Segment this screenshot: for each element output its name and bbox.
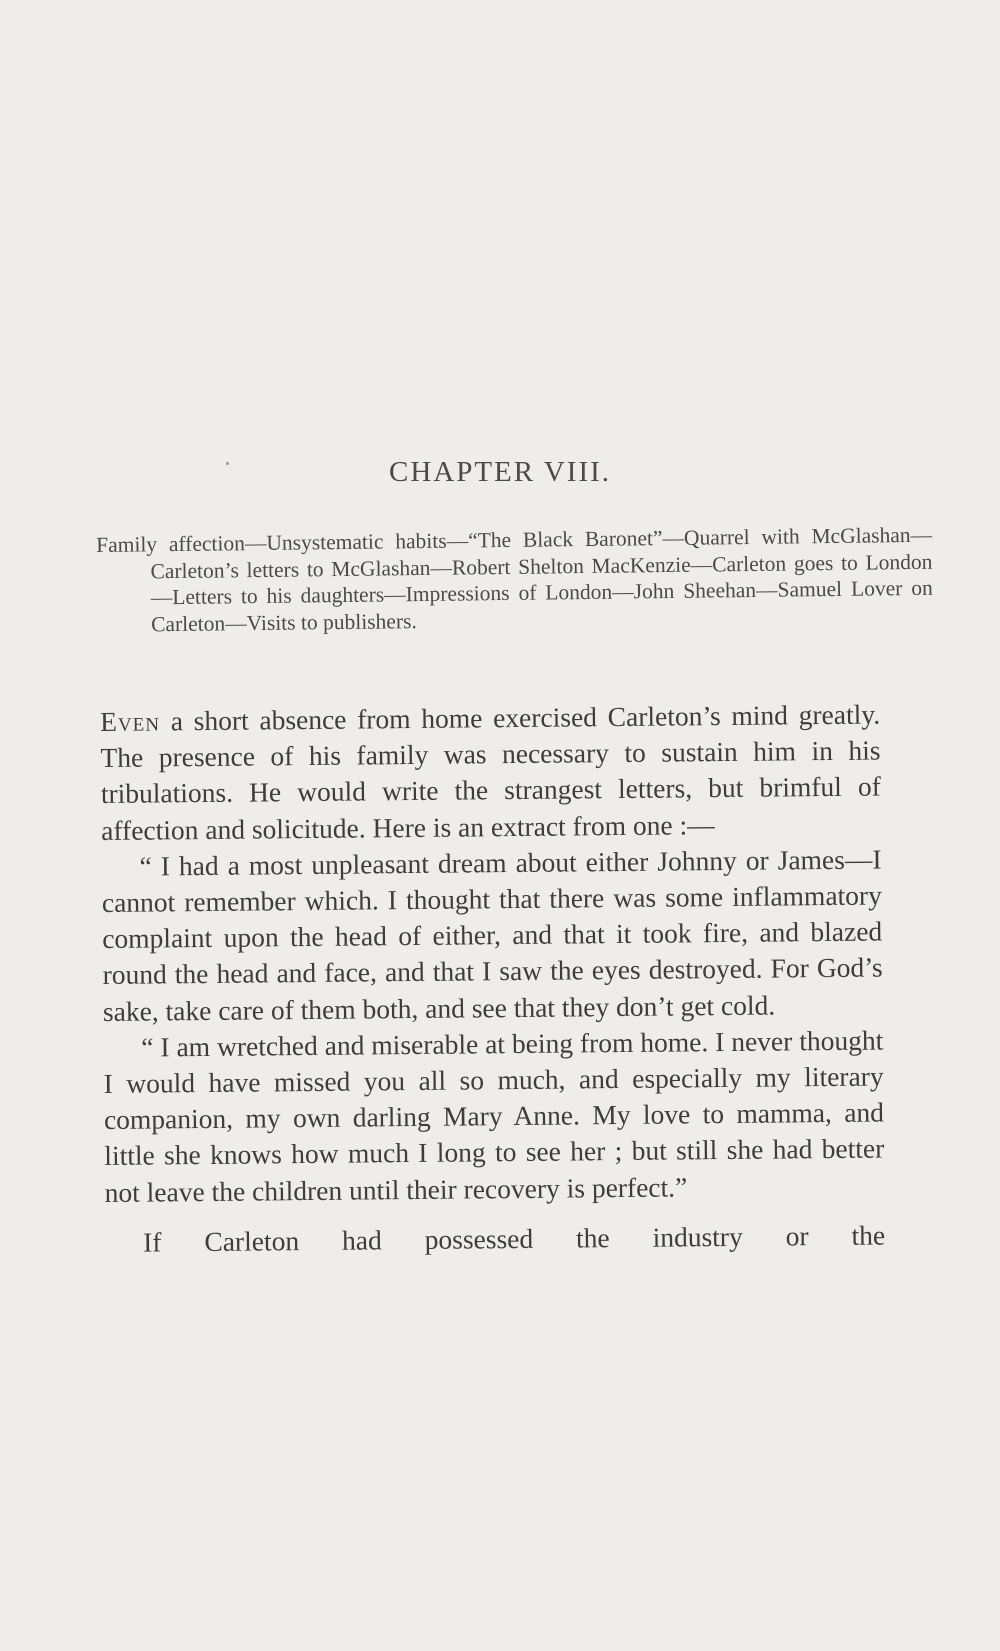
chapter-heading: CHAPTER VIII.: [388, 456, 612, 488]
paragraph: If Carleton had possessed the industry or the: [143, 1219, 886, 1258]
paragraph: “ I had a most unpleasant dream about either Johnny or James—I cannot remember which. I thought that there was some inflammatory complaint upon the head of either, and that it took fire, and blazed round the head and face, and that I saw the eyes destroyed. For God’s sake, take care of them both, and see that they don’t get cold.: [101, 843, 883, 1027]
paragraph-lead-word: Even: [100, 705, 161, 737]
paragraph: “ I am wretched and miserable at being from home. I never thought I would have missed you all so much, and especially my literary companion, my own darling Mary Anne. My love to mamma, and little she knows how much I long to see her ; but still she had better not leave the children until their recovery is perfect.”: [103, 1024, 885, 1208]
chapter-summary: Family affection—Unsystematic habits—“The Black Baronet”—Quarrel with McGlashan—Carleton’s letters to McGlashan—Robert Shelton MacKenzie—Carleton goes to London—Letters to his daughters—Impressions of London—John Sheehan—Samuel Lover on Carleton—Visits to publishers.: [96, 522, 933, 636]
body-text: [100, 697, 885, 1262]
paragraph: [100, 697, 881, 849]
paragraph-text: a short absence from home exercised Carleton’s mind greatly. The presence of his family was necessary to sustain him in his tribulations. He would write the strangest letters, but brimful of affection and solicitude. Here is an extract from one :—: [100, 698, 881, 846]
